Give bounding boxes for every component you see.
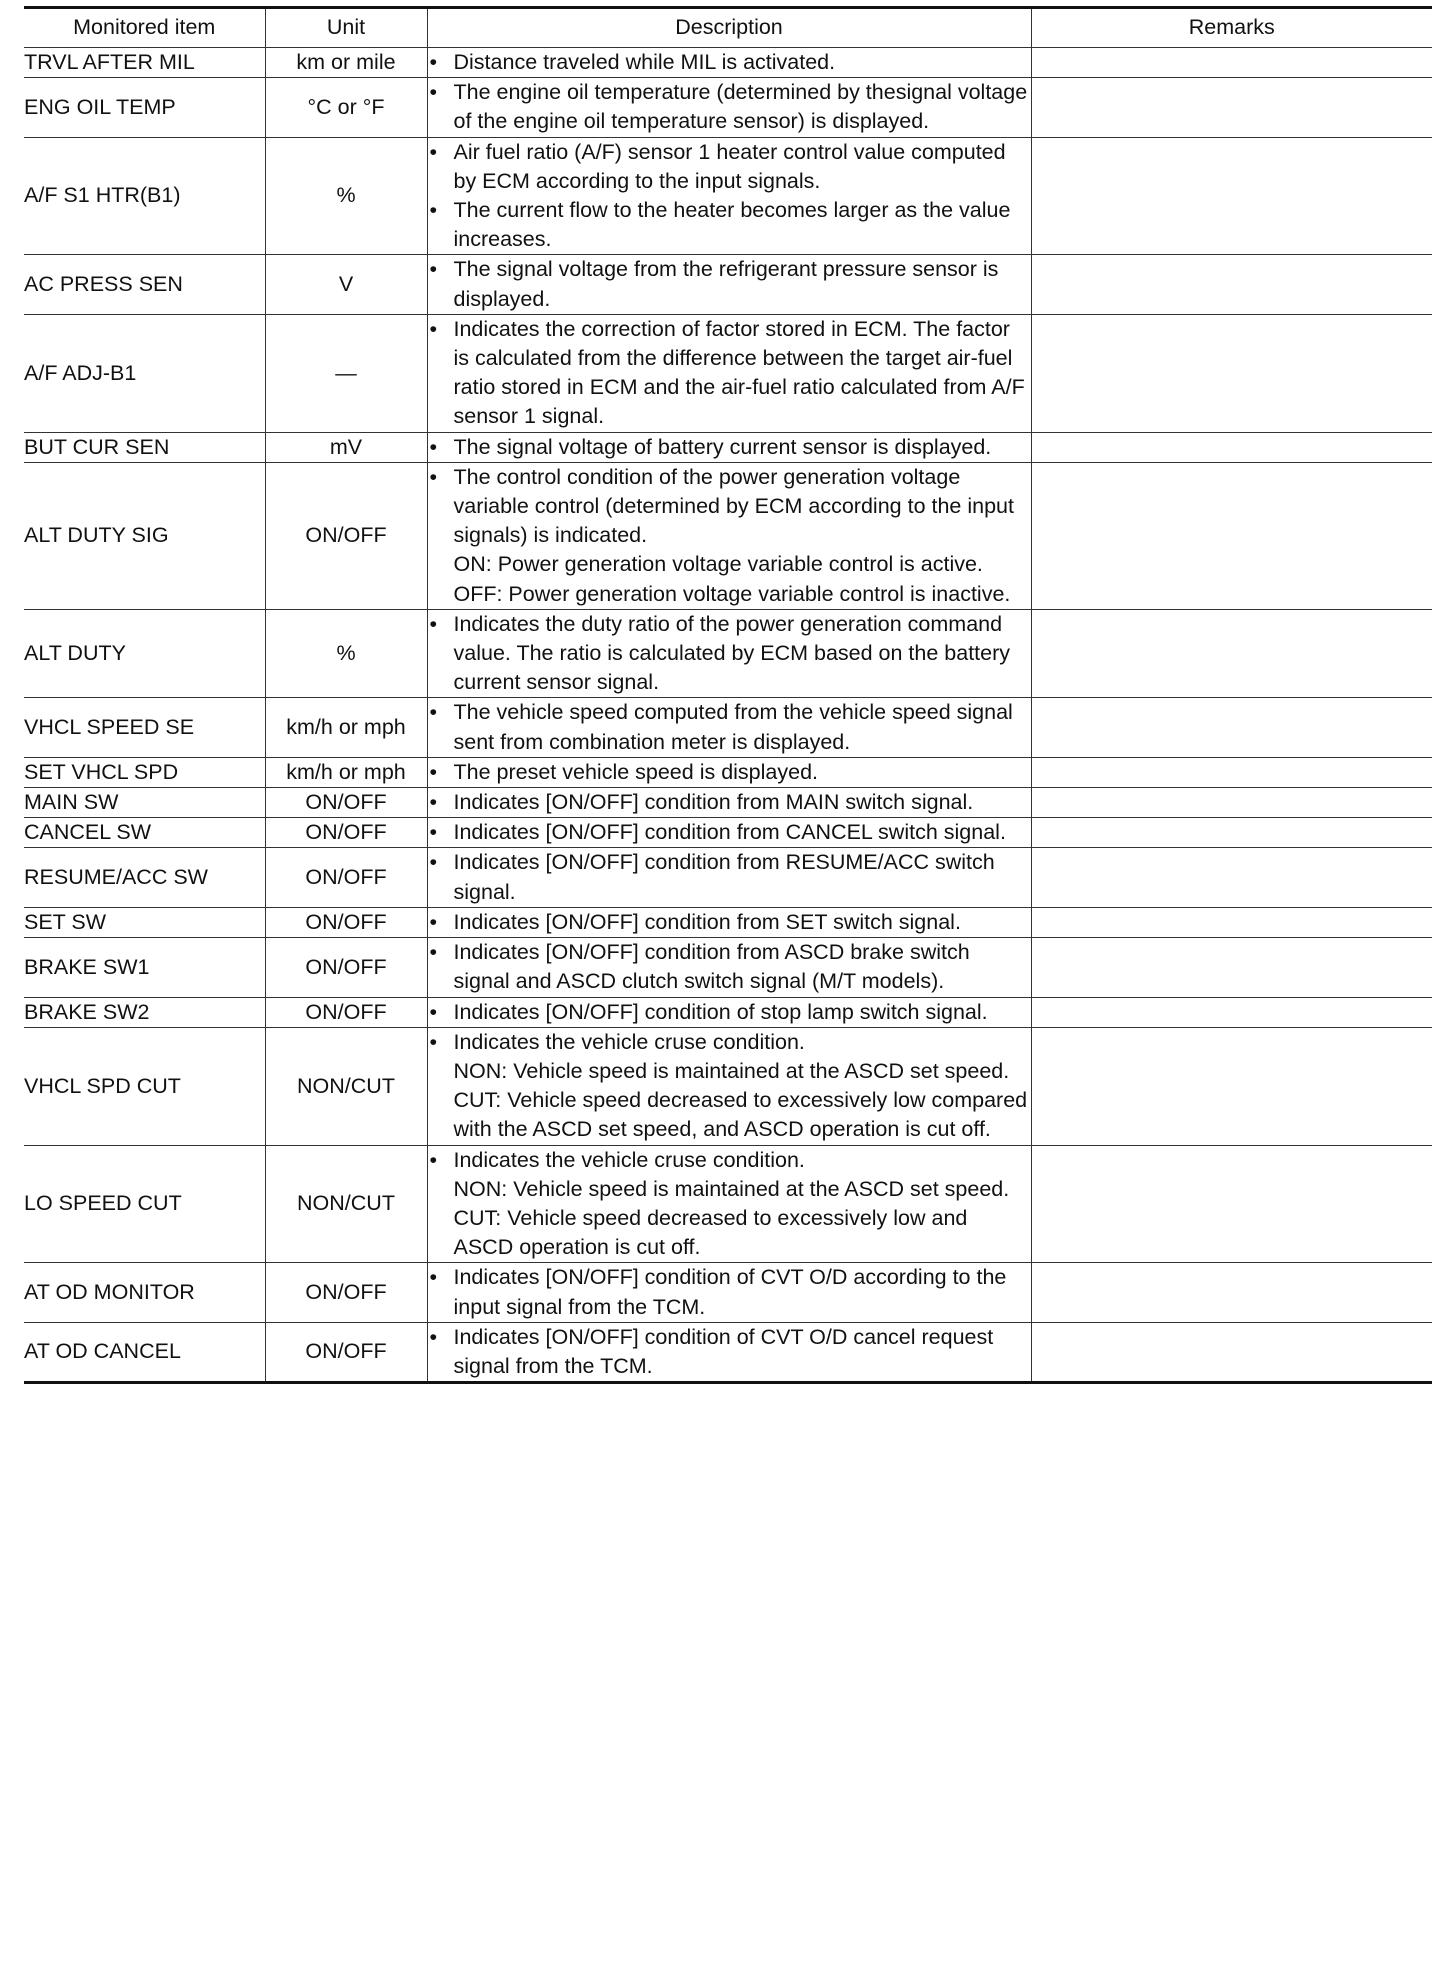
remarks-cell bbox=[1031, 997, 1432, 1027]
description-bullet-list bbox=[428, 698, 1031, 756]
description-cell bbox=[427, 997, 1031, 1027]
remarks-cell bbox=[1031, 1263, 1432, 1322]
unit-cell: NON/CUT bbox=[265, 1145, 427, 1263]
remarks-cell bbox=[1031, 1145, 1432, 1263]
table-row bbox=[24, 48, 1432, 78]
description-cell bbox=[427, 907, 1031, 937]
monitored-item-cell: LO SPEED CUT bbox=[24, 1145, 265, 1263]
monitored-item-cell: CANCEL SW bbox=[24, 818, 265, 848]
description-detail-line: OFF: Power generation voltage variable control is inactive. bbox=[453, 581, 1011, 606]
header-description: Description bbox=[427, 8, 1031, 48]
header-unit: Unit bbox=[265, 8, 427, 48]
description-bullet: • Indicates [ON/OFF] condition from CANCEL switch signal. bbox=[428, 818, 1031, 847]
description-bullet: • Indicates the correction of factor stored in ECM. The factor is calculated from the difference between the target air-fuel ratio stored in ECM and the air-fuel ratio calculated from A/F sensor 1 signal. bbox=[428, 315, 1031, 432]
monitored-item-cell: BUT CUR SEN bbox=[24, 432, 265, 462]
unit-cell: mV bbox=[265, 432, 427, 462]
monitored-item-cell: AT OD CANCEL bbox=[24, 1322, 265, 1382]
description-bullet-list bbox=[428, 463, 1031, 551]
unit-cell: — bbox=[265, 314, 427, 432]
table-row bbox=[24, 78, 1432, 137]
remarks-cell bbox=[1031, 818, 1432, 848]
description-cell bbox=[427, 609, 1031, 698]
description-cell bbox=[427, 1263, 1031, 1322]
description-detail-line: CUT: Vehicle speed decreased to excessively low and ASCD operation is cut off. bbox=[453, 1205, 968, 1260]
description-bullet-list bbox=[428, 938, 1031, 996]
monitor-table bbox=[24, 6, 1432, 1384]
unit-cell: ON/OFF bbox=[265, 818, 427, 848]
description-bullet-list bbox=[428, 138, 1031, 255]
description-bullet: • Indicates [ON/OFF] condition from SET switch signal. bbox=[428, 908, 1031, 937]
table-row bbox=[24, 255, 1432, 314]
description-cell bbox=[427, 698, 1031, 757]
description-bullet-list bbox=[428, 998, 1031, 1027]
remarks-cell bbox=[1031, 432, 1432, 462]
description-cell bbox=[427, 1322, 1031, 1382]
table-row bbox=[24, 997, 1432, 1027]
remarks-cell bbox=[1031, 757, 1432, 787]
monitored-item-cell: AT OD MONITOR bbox=[24, 1263, 265, 1322]
description-bullet-list bbox=[428, 848, 1031, 906]
description-cell bbox=[427, 137, 1031, 255]
description-bullet: • The control condition of the power generation voltage variable control (determined by ECM according to the input signals) is indicated. bbox=[428, 463, 1031, 551]
description-bullet: • Indicates [ON/OFF] condition of stop lamp switch signal. bbox=[428, 998, 1031, 1027]
description-cell bbox=[427, 848, 1031, 907]
description-detail-line: CUT: Vehicle speed decreased to excessively low compared with the ASCD set speed, and ASCD operation is cut off. bbox=[453, 1088, 1028, 1142]
unit-cell: ON/OFF bbox=[265, 938, 427, 997]
remarks-cell bbox=[1031, 788, 1432, 818]
description-detail-line: NON: Vehicle speed is maintained at the ASCD set speed. bbox=[453, 1176, 1010, 1201]
description-bullet-list bbox=[428, 48, 1031, 77]
description-bullet: • Indicates [ON/OFF] condition from MAIN switch signal. bbox=[428, 788, 1031, 817]
description-bullet-list bbox=[428, 758, 1031, 787]
unit-cell: % bbox=[265, 137, 427, 255]
description-bullet: • The preset vehicle speed is displayed. bbox=[428, 758, 1031, 787]
description-bullet-list bbox=[428, 1146, 1031, 1175]
description-bullet-list bbox=[428, 78, 1031, 136]
header-remarks: Remarks bbox=[1031, 8, 1432, 48]
description-cell bbox=[427, 462, 1031, 609]
unit-cell: ON/OFF bbox=[265, 1322, 427, 1382]
description-bullet: • Distance traveled while MIL is activated. bbox=[428, 48, 1031, 77]
description-cell bbox=[427, 818, 1031, 848]
table-row bbox=[24, 314, 1432, 432]
remarks-cell bbox=[1031, 137, 1432, 255]
monitored-item-cell: BRAKE SW2 bbox=[24, 997, 265, 1027]
unit-cell: % bbox=[265, 609, 427, 698]
description-bullet: • Indicates the vehicle cruse condition. bbox=[428, 1028, 1031, 1057]
table-row bbox=[24, 1263, 1432, 1322]
table-row bbox=[24, 1322, 1432, 1382]
remarks-cell bbox=[1031, 848, 1432, 907]
monitored-item-cell: SET SW bbox=[24, 907, 265, 937]
unit-cell: ON/OFF bbox=[265, 788, 427, 818]
monitored-item-cell: TRVL AFTER MIL bbox=[24, 48, 265, 78]
unit-cell: °C or °F bbox=[265, 78, 427, 137]
table-row bbox=[24, 938, 1432, 997]
table-row bbox=[24, 907, 1432, 937]
monitored-item-cell: SET VHCL SPD bbox=[24, 757, 265, 787]
description-bullet: • The current flow to the heater becomes larger as the value increases. bbox=[428, 196, 1031, 254]
table-row bbox=[24, 432, 1432, 462]
description-detail-line: NON: Vehicle speed is maintained at the ASCD set speed. bbox=[453, 1058, 1010, 1083]
monitored-item-cell: ALT DUTY SIG bbox=[24, 462, 265, 609]
monitored-item-cell: AC PRESS SEN bbox=[24, 255, 265, 314]
unit-cell: km/h or mph bbox=[265, 757, 427, 787]
description-bullet: • Indicates [ON/OFF] condition of CVT O/D according to the input signal from the TCM. bbox=[428, 1263, 1031, 1321]
description-bullet: • The signal voltage of battery current sensor is displayed. bbox=[428, 433, 1031, 462]
table-body bbox=[24, 48, 1432, 1383]
table-row bbox=[24, 848, 1432, 907]
monitored-item-cell: VHCL SPEED SE bbox=[24, 698, 265, 757]
remarks-cell bbox=[1031, 255, 1432, 314]
description-cell bbox=[427, 1145, 1031, 1263]
description-cell bbox=[427, 1027, 1031, 1145]
description-bullet-list bbox=[428, 255, 1031, 313]
description-cell bbox=[427, 255, 1031, 314]
description-bullet: • Air fuel ratio (A/F) sensor 1 heater control value computed by ECM according to the input signals. bbox=[428, 138, 1031, 196]
monitor-table-container bbox=[24, 6, 1432, 1384]
table-row bbox=[24, 1027, 1432, 1145]
description-bullet-list bbox=[428, 908, 1031, 937]
description-bullet-list bbox=[428, 1323, 1031, 1381]
description-bullet-list bbox=[428, 315, 1031, 432]
unit-cell: ON/OFF bbox=[265, 848, 427, 907]
table-row bbox=[24, 609, 1432, 698]
description-bullet: • Indicates the vehicle cruse condition. bbox=[428, 1146, 1031, 1175]
table-row bbox=[24, 818, 1432, 848]
monitored-item-cell: BRAKE SW1 bbox=[24, 938, 265, 997]
remarks-cell bbox=[1031, 1027, 1432, 1145]
description-bullet-list bbox=[428, 433, 1031, 462]
unit-cell: ON/OFF bbox=[265, 997, 427, 1027]
unit-cell: km or mile bbox=[265, 48, 427, 78]
description-cell bbox=[427, 314, 1031, 432]
remarks-cell bbox=[1031, 314, 1432, 432]
description-bullet: • Indicates [ON/OFF] condition from RESUME/ACC switch signal. bbox=[428, 848, 1031, 906]
monitored-item-cell: MAIN SW bbox=[24, 788, 265, 818]
table-row bbox=[24, 137, 1432, 255]
remarks-cell bbox=[1031, 48, 1432, 78]
unit-cell: ON/OFF bbox=[265, 462, 427, 609]
remarks-cell bbox=[1031, 907, 1432, 937]
table-row bbox=[24, 757, 1432, 787]
remarks-cell bbox=[1031, 78, 1432, 137]
monitored-item-cell: VHCL SPD CUT bbox=[24, 1027, 265, 1145]
table-row bbox=[24, 698, 1432, 757]
remarks-cell bbox=[1031, 462, 1432, 609]
table-row bbox=[24, 462, 1432, 609]
header-row bbox=[24, 8, 1432, 48]
unit-cell: V bbox=[265, 255, 427, 314]
description-cell bbox=[427, 938, 1031, 997]
remarks-cell bbox=[1031, 938, 1432, 997]
description-bullet-list bbox=[428, 610, 1031, 698]
description-bullet-list bbox=[428, 1028, 1031, 1057]
table-row bbox=[24, 788, 1432, 818]
unit-cell: km/h or mph bbox=[265, 698, 427, 757]
monitored-item-cell: ENG OIL TEMP bbox=[24, 78, 265, 137]
unit-cell: ON/OFF bbox=[265, 1263, 427, 1322]
description-detail-line: ON: Power generation voltage variable control is active. bbox=[453, 552, 983, 577]
description-cell bbox=[427, 432, 1031, 462]
unit-cell: ON/OFF bbox=[265, 907, 427, 937]
monitored-item-cell: ALT DUTY bbox=[24, 609, 265, 698]
monitored-item-cell: A/F S1 HTR(B1) bbox=[24, 137, 265, 255]
description-bullet: • The vehicle speed computed from the vehicle speed signal sent from combination meter is displayed. bbox=[428, 698, 1031, 756]
header-monitored-item: Monitored item bbox=[24, 8, 265, 48]
description-bullet: • The engine oil temperature (determined by thesignal voltage of the engine oil temperature sensor) is displayed. bbox=[428, 78, 1031, 136]
remarks-cell bbox=[1031, 609, 1432, 698]
unit-cell: NON/CUT bbox=[265, 1027, 427, 1145]
description-bullet-list bbox=[428, 1263, 1031, 1321]
description-bullet: • Indicates the duty ratio of the power generation command value. The ratio is calculated by ECM based on the battery current sensor signal. bbox=[428, 610, 1031, 698]
monitored-item-cell: A/F ADJ-B1 bbox=[24, 314, 265, 432]
remarks-cell bbox=[1031, 698, 1432, 757]
description-bullet-list bbox=[428, 788, 1031, 817]
description-bullet: • The signal voltage from the refrigerant pressure sensor is displayed. bbox=[428, 255, 1031, 313]
remarks-cell bbox=[1031, 1322, 1432, 1382]
description-cell bbox=[427, 788, 1031, 818]
description-bullet: • Indicates [ON/OFF] condition of CVT O/D cancel request signal from the TCM. bbox=[428, 1323, 1031, 1381]
description-cell bbox=[427, 48, 1031, 78]
description-cell bbox=[427, 757, 1031, 787]
description-cell bbox=[427, 78, 1031, 137]
description-bullet: • Indicates [ON/OFF] condition from ASCD brake switch signal and ASCD clutch switch signal (M/T models). bbox=[428, 938, 1031, 996]
monitored-item-cell: RESUME/ACC SW bbox=[24, 848, 265, 907]
table-row bbox=[24, 1145, 1432, 1263]
description-bullet-list bbox=[428, 818, 1031, 847]
